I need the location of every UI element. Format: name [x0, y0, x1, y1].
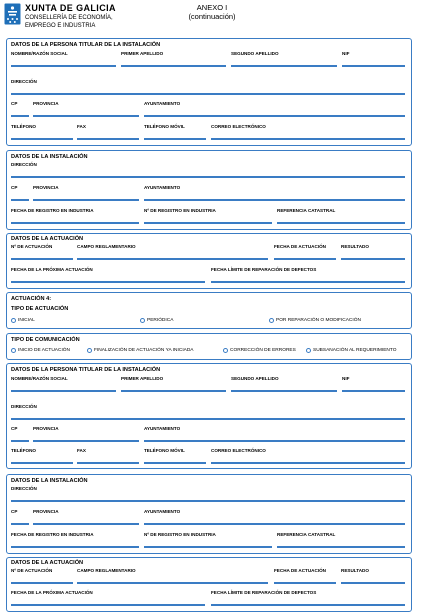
titular-section-2: [6, 363, 412, 469]
campo-input[interactable]: [77, 258, 268, 260]
resultado-input[interactable]: [341, 258, 405, 260]
direccion-input[interactable]: [11, 93, 405, 95]
correo-field: [211, 124, 405, 140]
field-label: SEGUNDO APELLIDO: [231, 51, 279, 56]
field-label: CP: [11, 101, 18, 106]
radio-icon[interactable]: [87, 348, 92, 353]
correo-input[interactable]: [211, 138, 405, 140]
field-label: PROVINCIA: [33, 426, 59, 431]
provincia-field: [33, 426, 139, 442]
radio-icon[interactable]: [223, 348, 228, 353]
field-label: FECHA DE ACTUACIÓN: [274, 244, 326, 249]
num-registro-input[interactable]: [144, 546, 272, 548]
nif-field: [342, 51, 405, 67]
logo-line-1: CONSELLERÍA DE ECONOMÍA,: [25, 15, 113, 21]
field-label: NOMBRE/RAZÓN SOCIAL: [11, 376, 68, 381]
limite-field: [211, 590, 405, 606]
direccion-field: [11, 404, 405, 420]
movil-input[interactable]: [144, 138, 206, 140]
logo-line-2: EMPREGO E INDUSTRIA: [25, 23, 96, 29]
direccion-field: [11, 79, 405, 95]
option-label: INICIAL: [18, 318, 35, 323]
option-subsanacion[interactable]: [306, 348, 396, 353]
field-label: FECHA LÍMITE DE REPARACIÓN DE DEFECTOS: [211, 590, 317, 595]
field-label: PRIMER APELLIDO: [121, 51, 164, 56]
field-label: PROVINCIA: [33, 101, 59, 106]
provincia-input[interactable]: [33, 440, 139, 442]
cp-input[interactable]: [11, 199, 29, 201]
logo-title: XUNTA DE GALICIA: [25, 3, 116, 13]
option-label: POR REPARACIÓN O MODIFICACIÓN: [276, 318, 361, 323]
field-label: AYUNTAMIENTO: [144, 509, 181, 514]
page-header: [0, 0, 439, 36]
proxima-field: [11, 590, 205, 606]
nif-input[interactable]: [342, 390, 405, 392]
option-reparacion[interactable]: [269, 318, 361, 323]
section-title: DATOS DE LA PERSONA TITULAR DE LA INSTALACIÓN: [11, 42, 161, 48]
nombre-input[interactable]: [11, 65, 116, 67]
catastral-field: [277, 532, 405, 548]
campo-input[interactable]: [77, 582, 268, 584]
field-label: REFERENCIA CATASTRAL: [277, 532, 336, 537]
nif-input[interactable]: [342, 65, 405, 67]
section-title: ACTUACIÓN 4:: [11, 296, 52, 302]
field-label: FAX: [77, 124, 86, 129]
movil-field: [144, 124, 206, 140]
ayuntamiento-input[interactable]: [144, 523, 405, 525]
field-label: AYUNTAMIENTO: [144, 101, 181, 106]
fecha-actuacion-input[interactable]: [274, 258, 336, 260]
field-label: Nº DE ACTUACIÓN: [11, 244, 53, 249]
cp-input[interactable]: [11, 523, 29, 525]
ayuntamiento-input[interactable]: [144, 199, 405, 201]
instalacion-section-2: [6, 474, 412, 554]
apellido2-input[interactable]: [231, 65, 337, 67]
nif-field: [342, 376, 405, 392]
field-label: TELÉFONO MÓVIL: [144, 124, 185, 129]
field-label: TELÉFONO: [11, 448, 37, 453]
field-label: RESULTADO: [341, 568, 369, 573]
telefono-input[interactable]: [11, 462, 73, 464]
provincia-field: [33, 101, 139, 117]
actuacion-section-2: [6, 557, 412, 612]
cp-input[interactable]: [11, 115, 29, 117]
movil-field: [144, 448, 206, 464]
correo-field: [211, 448, 405, 464]
proxima-input[interactable]: [11, 281, 205, 283]
field-label: NIF: [342, 376, 350, 381]
proxima-field: [11, 267, 205, 283]
field-label: CORREO ELECTRÓNICO: [211, 448, 266, 453]
direccion-field: [11, 162, 405, 178]
option-correccion[interactable]: [223, 348, 296, 353]
field-label: AYUNTAMIENTO: [144, 426, 181, 431]
direccion-input[interactable]: [11, 176, 405, 178]
field-label: DIRECCIÓN: [11, 486, 37, 491]
field-label: FECHA DE REGISTRO EN INDUSTRIA: [11, 208, 94, 213]
num-registro-field: [144, 208, 272, 224]
fecha-actuacion-field: [274, 244, 336, 260]
cp-field: [11, 101, 29, 117]
field-label: REFERENCIA CATASTRAL: [277, 208, 336, 213]
section-title: DATOS DE LA INSTALACIÓN: [11, 478, 88, 484]
field-label: PRIMER APELLIDO: [121, 376, 164, 381]
apellido2-input[interactable]: [231, 390, 337, 392]
campo-field: [77, 568, 268, 584]
catastral-input[interactable]: [277, 222, 405, 224]
radio-icon[interactable]: [306, 348, 311, 353]
fax-field: [77, 448, 139, 464]
actuacion4-section: [6, 292, 412, 329]
limite-field: [211, 267, 405, 283]
limite-input[interactable]: [211, 281, 405, 283]
section-title: DATOS DE LA ACTUACIÓN: [11, 560, 84, 566]
fecha-actuacion-field: [274, 568, 336, 584]
provincia-input[interactable]: [33, 199, 139, 201]
apellido1-input[interactable]: [121, 390, 226, 392]
field-label: TELÉFONO: [11, 124, 37, 129]
field-label: FECHA DE LA PRÓXIMA ACTUACIÓN: [11, 590, 93, 595]
num-actuacion-field: [11, 568, 73, 584]
comunicacion-section: [6, 333, 412, 360]
fecha-registro-input[interactable]: [11, 222, 139, 224]
fax-field: [77, 124, 139, 140]
field-label: SEGUNDO APELLIDO: [231, 376, 279, 381]
field-label: RESULTADO: [341, 244, 369, 249]
catastral-input[interactable]: [277, 546, 405, 548]
field-label: FECHA DE REGISTRO EN INDUSTRIA: [11, 532, 94, 537]
logo-subtitle: [25, 14, 135, 30]
field-label: Nº DE REGISTRO EN INDUSTRIA: [144, 532, 216, 537]
movil-input[interactable]: [144, 462, 206, 464]
option-label: FINALIZACIÓN DE ACTUACIÓN YA INICIADA: [94, 348, 194, 353]
field-label: CP: [11, 509, 18, 514]
apellido1-field: [121, 51, 226, 67]
provincia-field: [33, 185, 139, 201]
field-label: AYUNTAMIENTO: [144, 185, 181, 190]
resultado-field: [341, 568, 405, 584]
limite-input[interactable]: [211, 604, 405, 606]
fecha-registro-field: [11, 208, 139, 224]
fax-input[interactable]: [77, 138, 139, 140]
provincia-input[interactable]: [33, 523, 139, 525]
actuacion-section-1: [6, 233, 412, 289]
cp-input[interactable]: [11, 440, 29, 442]
section-title: TIPO DE COMUNICACIÓN: [11, 337, 80, 343]
section-title: DATOS DE LA PERSONA TITULAR DE LA INSTALACIÓN: [11, 367, 161, 373]
field-label: PROVINCIA: [33, 185, 59, 190]
field-label: CAMPO REGLAMENTARIO: [77, 568, 136, 573]
field-label: FECHA LÍMITE DE REPARACIÓN DE DEFECTOS: [211, 267, 317, 272]
field-label: DIRECCIÓN: [11, 79, 37, 84]
ayuntamiento-field: [144, 185, 405, 201]
field-label: FECHA DE LA PRÓXIMA ACTUACIÓN: [11, 267, 93, 272]
num-actuacion-input[interactable]: [11, 582, 73, 584]
direccion-field: [11, 486, 405, 502]
ayuntamiento-field: [144, 426, 405, 442]
radio-icon[interactable]: [11, 318, 16, 323]
fax-input[interactable]: [77, 462, 139, 464]
telefono-field: [11, 448, 73, 464]
radio-icon[interactable]: [140, 318, 145, 323]
field-label: PROVINCIA: [33, 509, 59, 514]
field-label: DIRECCIÓN: [11, 404, 37, 409]
field-label: FAX: [77, 448, 86, 453]
apellido1-field: [121, 376, 226, 392]
field-label: CORREO ELECTRÓNICO: [211, 124, 266, 129]
option-inicio[interactable]: [11, 348, 70, 353]
field-label: DIRECCIÓN: [11, 162, 37, 167]
annex-title: ANEXO I: [196, 3, 228, 12]
cp-field: [11, 185, 29, 201]
cp-field: [11, 426, 29, 442]
direccion-input[interactable]: [11, 500, 405, 502]
tipo-actuacion-label: TIPO DE ACTUACIÓN: [11, 306, 69, 312]
telefono-input[interactable]: [11, 138, 73, 140]
field-label: FECHA DE ACTUACIÓN: [274, 568, 326, 573]
field-label: CP: [11, 426, 18, 431]
nombre-field: [11, 51, 116, 67]
nombre-field: [11, 376, 116, 392]
telefono-field: [11, 124, 73, 140]
instalacion-section-1: [6, 150, 412, 230]
nombre-input[interactable]: [11, 390, 116, 392]
resultado-input[interactable]: [341, 582, 405, 584]
apellido2-field: [231, 51, 337, 67]
fecha-actuacion-input[interactable]: [274, 582, 336, 584]
annex-heading: [182, 3, 242, 21]
proxima-input[interactable]: [11, 604, 205, 606]
provincia-input[interactable]: [33, 115, 139, 117]
num-actuacion-input[interactable]: [11, 258, 73, 260]
field-label: NOMBRE/RAZÓN SOCIAL: [11, 51, 68, 56]
resultado-field: [341, 244, 405, 260]
option-label: INICIO DE ACTUACIÓN: [18, 348, 70, 353]
campo-field: [77, 244, 268, 260]
fecha-registro-input[interactable]: [11, 546, 139, 548]
field-label: NIF: [342, 51, 350, 56]
field-label: Nº DE REGISTRO EN INDUSTRIA: [144, 208, 216, 213]
xunta-emblem-icon: [4, 3, 21, 25]
radio-icon[interactable]: [11, 348, 16, 353]
field-label: Nº DE ACTUACIÓN: [11, 568, 53, 573]
direccion-input[interactable]: [11, 418, 405, 420]
apellido2-field: [231, 376, 337, 392]
titular-section-1: [6, 38, 412, 146]
provincia-field: [33, 509, 139, 525]
field-label: CP: [11, 185, 18, 190]
section-title: DATOS DE LA ACTUACIÓN: [11, 236, 84, 242]
radio-icon[interactable]: [269, 318, 274, 323]
fecha-registro-field: [11, 532, 139, 548]
field-label: TELÉFONO MÓVIL: [144, 448, 185, 453]
option-label: CORRECCIÓN DE ERRORES: [230, 348, 296, 353]
catastral-field: [277, 208, 405, 224]
num-actuacion-field: [11, 244, 73, 260]
cp-field: [11, 509, 29, 525]
option-label: PERIÓDICA: [147, 318, 174, 323]
option-inicial[interactable]: [11, 318, 35, 323]
ayuntamiento-input[interactable]: [144, 440, 405, 442]
option-label: SUBSANACIÓN AL REQUERIMIENTO: [313, 348, 397, 353]
num-registro-input[interactable]: [144, 222, 272, 224]
correo-input[interactable]: [211, 462, 405, 464]
ayuntamiento-field: [144, 101, 405, 117]
field-label: CAMPO REGLAMENTARIO: [77, 244, 136, 249]
option-finalizacion[interactable]: [87, 348, 194, 353]
option-periodica[interactable]: [140, 318, 173, 323]
section-title: DATOS DE LA INSTALACIÓN: [11, 154, 88, 160]
num-registro-field: [144, 532, 272, 548]
annex-subtitle: (continuación): [188, 12, 236, 21]
ayuntamiento-input[interactable]: [144, 115, 405, 117]
apellido1-input[interactable]: [121, 65, 226, 67]
ayuntamiento-field: [144, 509, 405, 525]
